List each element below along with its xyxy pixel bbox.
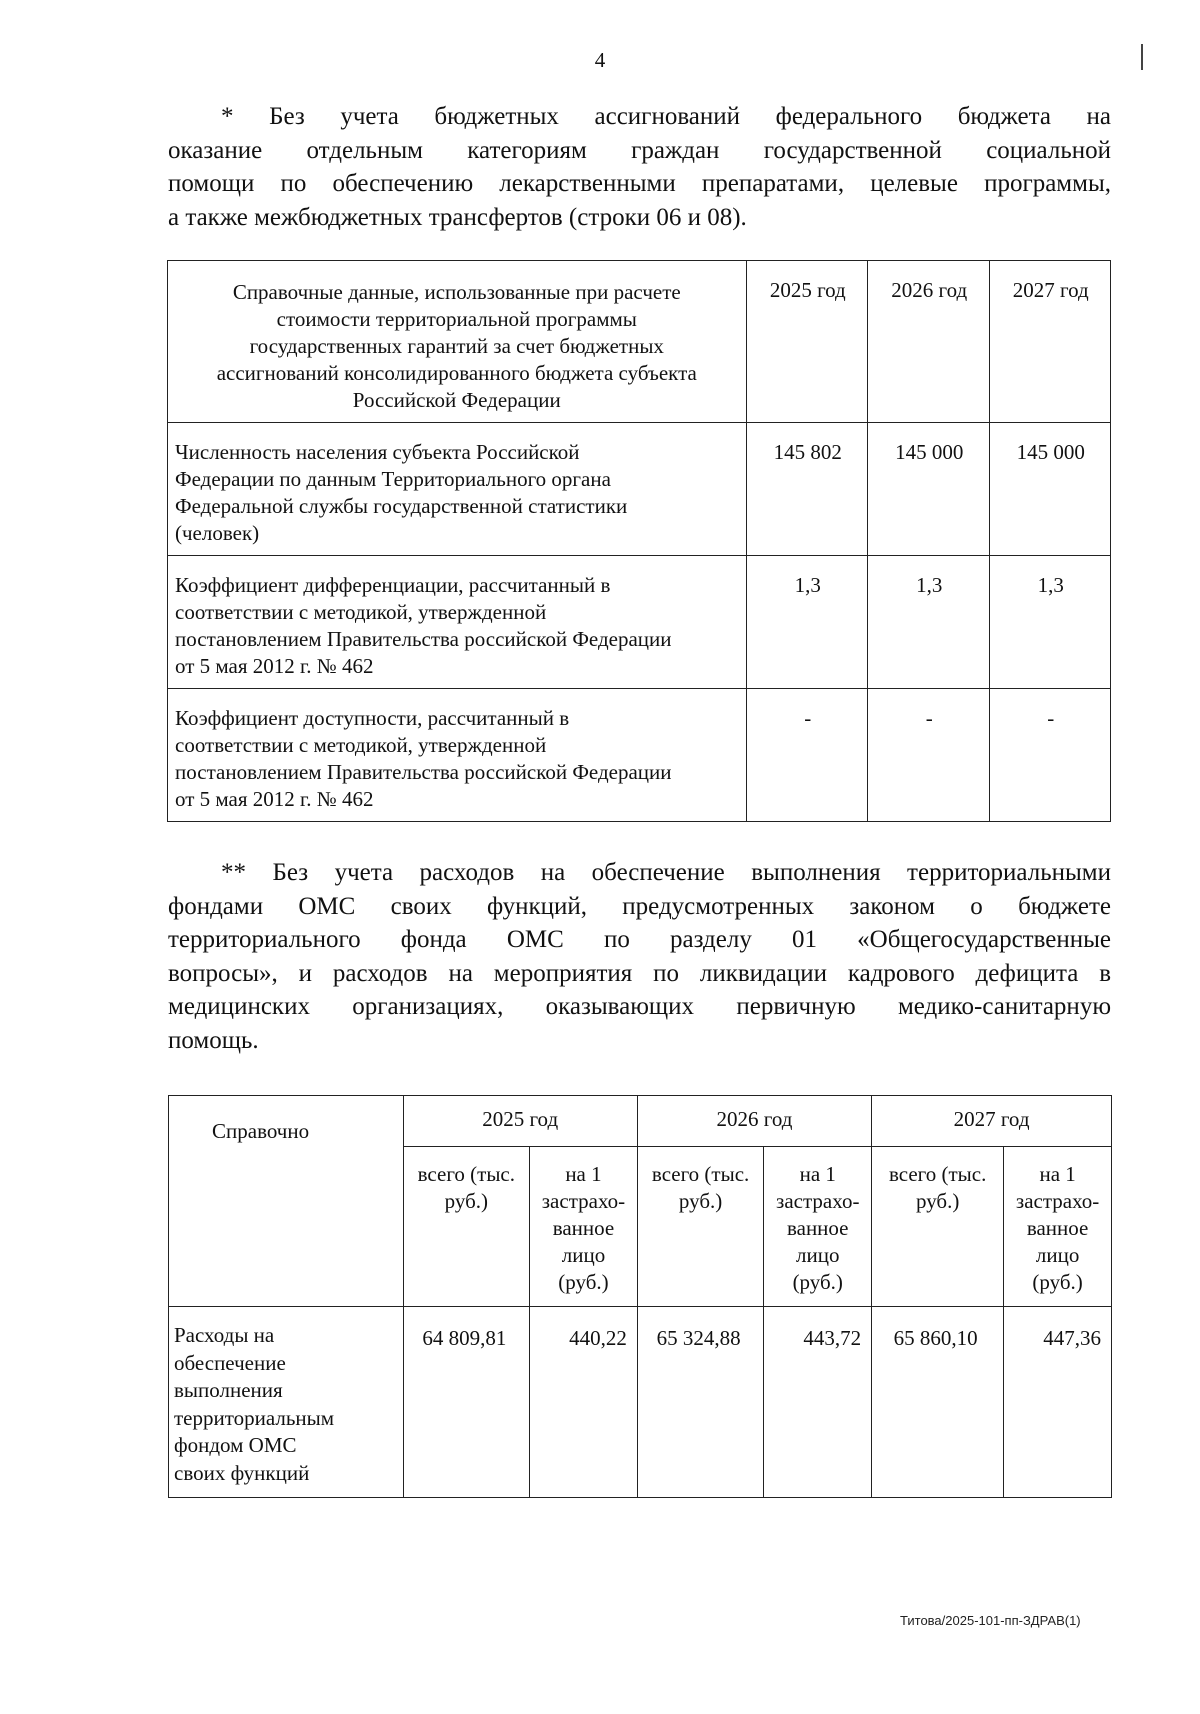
subheader-line: на 1 xyxy=(799,1162,836,1186)
header-line: государственных гарантий за счет бюджетных xyxy=(249,334,664,358)
cell-value: 1,3 xyxy=(989,556,1111,689)
header-line: Российской Федерации xyxy=(352,388,561,412)
row-label-line: (человек) xyxy=(175,521,260,545)
header-line: стоимости территориальной программы xyxy=(276,307,637,331)
subheader-per-insured xyxy=(530,1147,638,1307)
row-label-line: обеспечение xyxy=(174,1350,286,1375)
row-label-accessibility xyxy=(168,689,747,822)
footnote-line: оказание отдельным категориям граждан государственной социальной xyxy=(168,136,1111,164)
row-label-line: от 5 мая 2012 г. № 462 xyxy=(175,787,374,811)
reference-data-table xyxy=(167,260,1111,822)
row-label-line: Коэффициент дифференциации, рассчитанный в xyxy=(175,573,611,597)
table-row xyxy=(168,556,1111,689)
cell-value: 145 000 xyxy=(868,423,989,556)
header-description-cell xyxy=(168,261,747,423)
header-year-2026: 2026 год xyxy=(637,1096,871,1147)
row-label-line: постановлением Правительства российской Федерации xyxy=(175,760,672,784)
header-year-2027: 2027 год xyxy=(872,1096,1112,1147)
row-label-oms-expenses xyxy=(169,1307,404,1498)
header-line: ассигнований консолидированного бюджета субъекта xyxy=(216,361,697,385)
cell-value: - xyxy=(868,689,989,822)
footnote-line: вопросы», и расходов на мероприятия по ликвидации кадрового дефицита в xyxy=(168,959,1111,987)
cell-per-insured-2027: 447,36 xyxy=(1004,1307,1112,1498)
table-header-row xyxy=(169,1096,1112,1147)
row-label-line: от 5 мая 2012 г. № 462 xyxy=(175,654,374,678)
header-year-2025: 2025 год xyxy=(746,261,867,423)
table-row xyxy=(168,423,1111,556)
cell-value: 145 000 xyxy=(989,423,1111,556)
subheader-line: застрахо- xyxy=(541,1189,626,1213)
row-label-line: Численность населения субъекта Российской xyxy=(175,440,580,464)
subheader-line: всего (тыс. xyxy=(417,1162,516,1186)
subheader-line: руб.) xyxy=(915,1189,960,1213)
row-label-line: Расходы на xyxy=(174,1323,275,1347)
cell-value: 145 802 xyxy=(746,423,867,556)
footnote-line: ** Без учета расходов на обеспечение выполнения территориальными xyxy=(221,859,1111,886)
subheader-total xyxy=(403,1147,530,1307)
table-header-row xyxy=(168,261,1111,423)
row-label-line: Федерации по данным Территориального органа xyxy=(175,467,611,491)
footnote-line: помощь. xyxy=(168,1026,259,1054)
subheader-line: ванное xyxy=(786,1216,849,1240)
corner-cell: Справочно xyxy=(169,1096,404,1307)
row-label-line: своих функций xyxy=(174,1460,310,1485)
cell-value: 1,3 xyxy=(746,556,867,689)
subheader-line: на 1 xyxy=(565,1162,602,1186)
row-label-population xyxy=(168,423,747,556)
subheader-line: ванное xyxy=(1026,1216,1089,1240)
cell-total-2025: 64 809,81 xyxy=(403,1307,530,1498)
row-label-line: Коэффициент доступности, рассчитанный в xyxy=(175,706,570,730)
footnote-line: помощи по обеспечению лекарственными препаратами, целевые программы, xyxy=(168,170,1111,197)
subheader-line: всего (тыс. xyxy=(651,1162,750,1186)
header-year-2025: 2025 год xyxy=(403,1096,637,1147)
row-label-line: соответствии с методикой, утвержденной xyxy=(175,733,547,757)
subheader-total xyxy=(637,1147,764,1307)
row-label-line: Федеральной службы государственной статистики xyxy=(175,494,628,518)
subheader-line: застрахо- xyxy=(1015,1189,1100,1213)
subheader-per-insured xyxy=(1004,1147,1112,1307)
subheader-per-insured xyxy=(764,1147,872,1307)
row-label-line: территориальным xyxy=(174,1405,335,1430)
cell-total-2027: 65 860,10 xyxy=(872,1307,1004,1498)
cell-value: - xyxy=(746,689,867,822)
subheader-line: всего (тыс. xyxy=(888,1162,987,1186)
subheader-line: руб.) xyxy=(444,1189,489,1213)
footnote-line: фондами ОМС своих функций, предусмотренных законом о бюджете xyxy=(168,892,1111,920)
footnote-line: медицинских организациях, оказывающих первичную медико-санитарную xyxy=(168,993,1111,1020)
document-footer-code: Титова/2025-101-пп-ЗДРАВ(1) xyxy=(900,1613,1081,1628)
subheader-total xyxy=(872,1147,1004,1307)
table-row xyxy=(168,689,1111,822)
footnote-line: а также межбюджетных трансфертов (строки 06 и 08). xyxy=(168,203,747,231)
subheader-line: застрахо- xyxy=(776,1189,860,1213)
row-label-differentiation xyxy=(168,556,747,689)
subheader-line: на 1 xyxy=(1039,1162,1076,1186)
subheader-line: лицо xyxy=(796,1243,840,1267)
header-year-2026: 2026 год xyxy=(868,261,989,423)
page-number: 4 xyxy=(594,48,606,72)
footnote-line: * Без учета бюджетных ассигнований федерального бюджета на xyxy=(221,103,1111,130)
subheader-line: (руб.) xyxy=(1032,1270,1083,1294)
margin-mark xyxy=(1141,44,1143,70)
row-label-line: выполнения xyxy=(174,1378,283,1402)
header-line: Справочные данные, использованные при расчете xyxy=(232,280,681,304)
cell-value: - xyxy=(989,689,1111,822)
subheader-line: руб.) xyxy=(678,1189,723,1213)
subheader-line: ванное xyxy=(552,1216,615,1240)
table-row xyxy=(169,1307,1112,1498)
subheader-line: лицо xyxy=(1035,1243,1080,1267)
subheader-line: (руб.) xyxy=(558,1270,609,1294)
subheader-line: лицо xyxy=(561,1243,606,1267)
footnote-double-asterisk xyxy=(168,856,1111,1057)
cell-total-2026: 65 324,88 xyxy=(637,1307,764,1498)
subheader-line: (руб.) xyxy=(792,1270,843,1294)
footnote-line: территориального фонда ОМС по разделу 01 «Общегосударственные xyxy=(168,926,1111,953)
cell-value: 1,3 xyxy=(868,556,989,689)
row-label-line: постановлением Правительства российской Федерации xyxy=(175,627,672,651)
header-year-2027: 2027 год xyxy=(989,261,1111,423)
row-label-line: фондом ОМС xyxy=(174,1433,297,1457)
footnote-single-asterisk xyxy=(168,100,1111,234)
cell-per-insured-2026: 443,72 xyxy=(764,1307,872,1498)
oms-expenses-table xyxy=(168,1095,1112,1498)
row-label-line: соответствии с методикой, утвержденной xyxy=(175,600,547,624)
cell-per-insured-2025: 440,22 xyxy=(530,1307,638,1498)
